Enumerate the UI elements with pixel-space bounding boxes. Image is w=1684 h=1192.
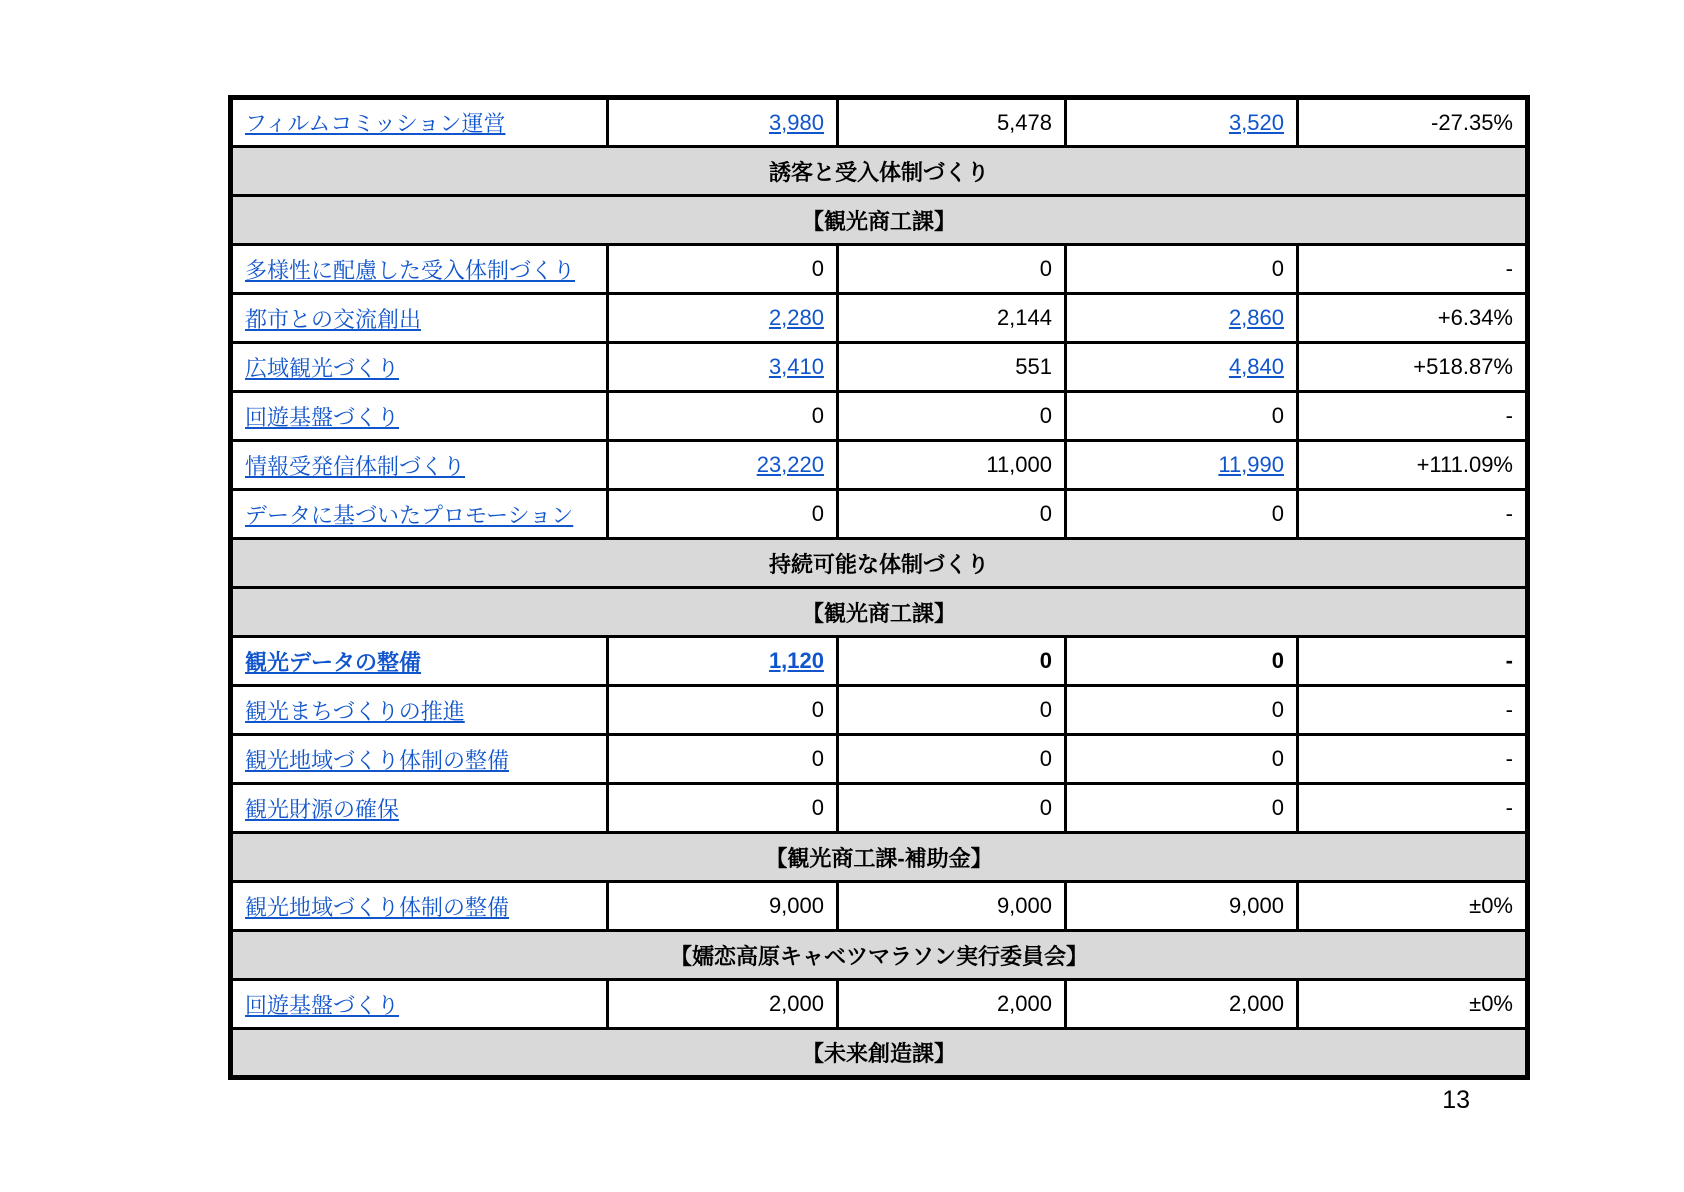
item-link[interactable]: 観光データの整備 bbox=[245, 649, 422, 675]
item-link[interactable]: フィルムコミッション運営 bbox=[245, 111, 506, 136]
change-rate-cell: - bbox=[1298, 245, 1528, 294]
amount-cell: 0 bbox=[1066, 245, 1298, 294]
table-row bbox=[231, 490, 1528, 539]
item-link[interactable]: 広域観光づくり bbox=[245, 355, 400, 381]
amount-cell: 9,000 bbox=[1066, 882, 1298, 931]
change-rate-cell: - bbox=[1298, 686, 1528, 735]
item-link[interactable]: 観光地域づくり体制の整備 bbox=[245, 894, 510, 920]
amount-link[interactable]: 1,120 bbox=[768, 648, 824, 673]
change-rate-cell: ±0% bbox=[1298, 882, 1528, 931]
amount-cell bbox=[608, 343, 838, 392]
table-row bbox=[231, 980, 1528, 1029]
amount-link[interactable]: 3,520 bbox=[1228, 109, 1284, 135]
table-row bbox=[231, 245, 1528, 294]
change-rate-cell: +518.87% bbox=[1298, 343, 1528, 392]
section-header-cell: 【観光商工課-補助金】 bbox=[231, 833, 1528, 882]
table-row bbox=[231, 637, 1528, 686]
amount-cell bbox=[608, 98, 838, 147]
change-rate-cell: +111.09% bbox=[1298, 441, 1528, 490]
section-header-cell: 持続可能な体制づくり bbox=[231, 539, 1528, 588]
item-link[interactable]: 観光財源の確保 bbox=[245, 796, 400, 822]
change-rate-cell: - bbox=[1298, 735, 1528, 784]
section-row bbox=[231, 833, 1528, 882]
amount-cell bbox=[608, 294, 838, 343]
amount-cell: 0 bbox=[1066, 490, 1298, 539]
table-row bbox=[231, 343, 1528, 392]
amount-cell: 0 bbox=[838, 245, 1066, 294]
item-link[interactable]: 多様性に配慮した受入体制づくり bbox=[245, 257, 576, 283]
amount-cell: 0 bbox=[1066, 392, 1298, 441]
section-row bbox=[231, 539, 1528, 588]
amount-cell bbox=[1066, 294, 1298, 343]
item-label-cell bbox=[231, 392, 608, 441]
item-link[interactable]: 都市との交流創出 bbox=[245, 306, 422, 332]
item-link[interactable]: 回遊基盤づくり bbox=[245, 992, 400, 1018]
item-link[interactable]: データに基づいたプロモーション bbox=[245, 502, 574, 528]
amount-cell: 5,478 bbox=[838, 98, 1066, 147]
amount-cell: 0 bbox=[838, 392, 1066, 441]
amount-cell: 0 bbox=[1066, 637, 1298, 686]
budget-table bbox=[228, 95, 1530, 1080]
item-label-cell bbox=[231, 882, 608, 931]
change-rate-cell: - bbox=[1298, 392, 1528, 441]
amount-cell: 0 bbox=[1066, 784, 1298, 833]
amount-cell: 0 bbox=[608, 245, 838, 294]
table-row bbox=[231, 882, 1528, 931]
item-label-cell bbox=[231, 490, 608, 539]
section-row bbox=[231, 588, 1528, 637]
item-label-cell bbox=[231, 980, 608, 1029]
amount-cell bbox=[608, 441, 838, 490]
table-row bbox=[231, 294, 1528, 343]
table-row bbox=[231, 686, 1528, 735]
item-label-cell bbox=[231, 686, 608, 735]
item-label-cell bbox=[231, 735, 608, 784]
amount-cell: 0 bbox=[608, 735, 838, 784]
table-row bbox=[231, 784, 1528, 833]
change-rate-cell: - bbox=[1298, 637, 1528, 686]
amount-cell bbox=[1066, 98, 1298, 147]
amount-cell: 0 bbox=[838, 735, 1066, 784]
section-row bbox=[231, 931, 1528, 980]
table-row bbox=[231, 441, 1528, 490]
amount-cell: 0 bbox=[838, 784, 1066, 833]
amount-cell: 0 bbox=[608, 392, 838, 441]
amount-cell bbox=[608, 637, 838, 686]
amount-cell: 0 bbox=[608, 686, 838, 735]
amount-cell: 551 bbox=[838, 343, 1066, 392]
section-header-cell: 【未来創造課】 bbox=[231, 1029, 1528, 1078]
item-label-cell bbox=[231, 637, 608, 686]
section-row bbox=[231, 196, 1528, 245]
amount-cell: 0 bbox=[838, 637, 1066, 686]
section-header-cell: 誘客と受入体制づくり bbox=[231, 147, 1528, 196]
change-rate-cell: - bbox=[1298, 490, 1528, 539]
amount-cell bbox=[1066, 343, 1298, 392]
item-link[interactable]: 回遊基盤づくり bbox=[245, 404, 400, 430]
amount-cell: 11,000 bbox=[838, 441, 1066, 490]
amount-link[interactable]: 2,280 bbox=[768, 305, 824, 330]
amount-cell: 0 bbox=[608, 490, 838, 539]
amount-cell: 9,000 bbox=[608, 882, 838, 931]
section-header-cell: 【観光商工課】 bbox=[231, 196, 1528, 245]
section-row bbox=[231, 1029, 1528, 1078]
amount-cell: 2,000 bbox=[838, 980, 1066, 1029]
amount-cell: 0 bbox=[838, 686, 1066, 735]
item-link[interactable]: 観光地域づくり体制の整備 bbox=[245, 747, 510, 773]
amount-cell: 2,000 bbox=[608, 980, 838, 1029]
page-number: 13 bbox=[1442, 1086, 1470, 1114]
item-link[interactable]: 観光まちづくりの推進 bbox=[245, 698, 465, 724]
item-label-cell bbox=[231, 245, 608, 294]
amount-cell: 2,144 bbox=[838, 294, 1066, 343]
amount-link[interactable]: 3,980 bbox=[768, 109, 824, 135]
section-header-cell: 【観光商工課】 bbox=[231, 588, 1528, 637]
amount-link[interactable]: 3,410 bbox=[768, 354, 824, 379]
amount-link[interactable]: 23,220 bbox=[756, 452, 824, 477]
change-rate-cell: -27.35% bbox=[1298, 98, 1528, 147]
amount-link[interactable]: 4,840 bbox=[1228, 354, 1284, 379]
item-label-cell bbox=[231, 441, 608, 490]
change-rate-cell: ±0% bbox=[1298, 980, 1528, 1029]
table-row bbox=[231, 735, 1528, 784]
table-row bbox=[231, 98, 1528, 147]
change-rate-cell: +6.34% bbox=[1298, 294, 1528, 343]
table-row bbox=[231, 392, 1528, 441]
amount-cell: 2,000 bbox=[1066, 980, 1298, 1029]
section-header-cell: 【嬬恋高原キャベツマラソン実行委員会】 bbox=[231, 931, 1528, 980]
section-row bbox=[231, 147, 1528, 196]
item-label-cell bbox=[231, 784, 608, 833]
change-rate-cell: - bbox=[1298, 784, 1528, 833]
amount-link[interactable]: 11,990 bbox=[1218, 452, 1284, 477]
amount-cell: 9,000 bbox=[838, 882, 1066, 931]
item-label-cell bbox=[231, 98, 608, 147]
item-label-cell bbox=[231, 343, 608, 392]
item-link[interactable]: 情報受発信体制づくり bbox=[245, 453, 466, 479]
amount-cell: 0 bbox=[608, 784, 838, 833]
amount-cell: 0 bbox=[838, 490, 1066, 539]
amount-cell bbox=[1066, 441, 1298, 490]
amount-cell: 0 bbox=[1066, 735, 1298, 784]
amount-cell: 0 bbox=[1066, 686, 1298, 735]
amount-link[interactable]: 2,860 bbox=[1228, 305, 1284, 330]
item-label-cell bbox=[231, 294, 608, 343]
